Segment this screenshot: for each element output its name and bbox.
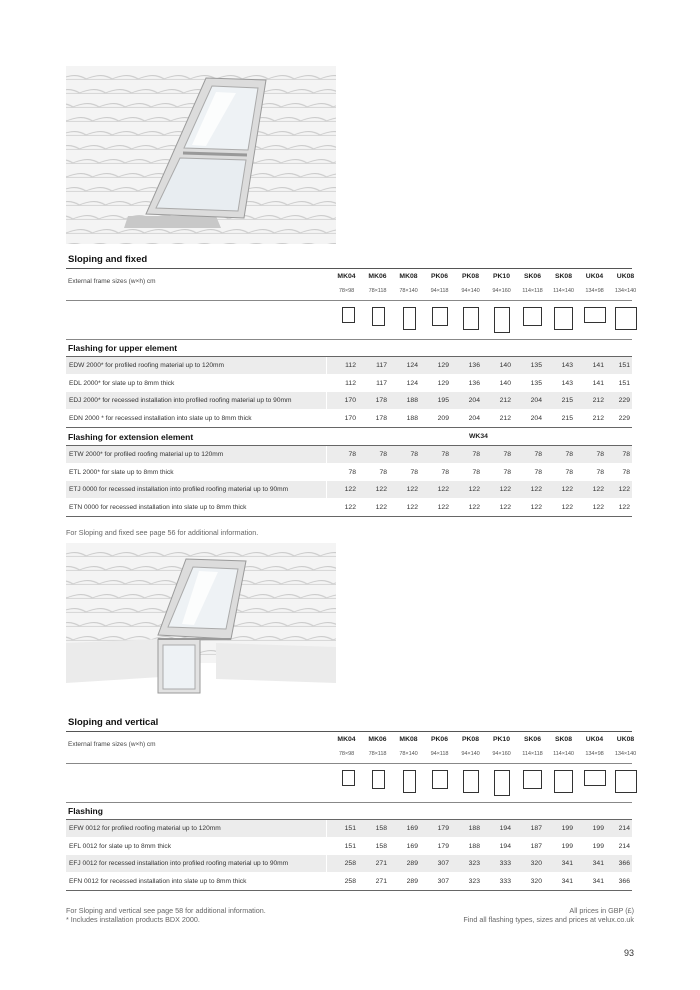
window-size-shape bbox=[494, 307, 510, 333]
window-size-shape bbox=[372, 770, 385, 789]
price-cell: 78 bbox=[348, 469, 356, 476]
page-number: 93 bbox=[623, 948, 634, 958]
section-title-sloping-fixed: Sloping and fixed bbox=[68, 254, 148, 265]
size-header-1 bbox=[66, 268, 637, 301]
size-dim: 78×118 bbox=[368, 751, 387, 757]
window-size-shape bbox=[463, 307, 479, 330]
price-cell: 78 bbox=[472, 451, 480, 458]
price-cell: 78 bbox=[622, 469, 630, 476]
price-cell: 122 bbox=[468, 486, 480, 493]
row-description: EDJ 2000* for recessed installation into profiled roofing material up to 90mm bbox=[69, 397, 292, 404]
price-cell: 289 bbox=[406, 878, 418, 885]
divider bbox=[66, 890, 632, 891]
price-cell: 323 bbox=[468, 878, 480, 885]
price-cell: 178 bbox=[375, 415, 387, 422]
window-size-shape bbox=[554, 770, 573, 793]
row-description: EDN 2000 * for recessed installation into slate up to 8mm thick bbox=[69, 415, 252, 422]
price-cell: 170 bbox=[344, 397, 356, 404]
table-row bbox=[66, 499, 632, 516]
sloping-fixed-illustration bbox=[66, 66, 336, 244]
price-cell: 271 bbox=[375, 860, 387, 867]
size-dim: 134×98 bbox=[585, 288, 604, 294]
price-cell: 258 bbox=[344, 878, 356, 885]
price-cell: 117 bbox=[376, 362, 387, 369]
price-cell: 122 bbox=[618, 504, 630, 511]
divider bbox=[66, 427, 632, 428]
size-code: SK08 bbox=[554, 736, 572, 743]
price-cell: 78 bbox=[379, 469, 387, 476]
size-dim: 94×160 bbox=[492, 288, 511, 294]
window-size-shape bbox=[403, 770, 416, 793]
window-size-shape bbox=[554, 307, 573, 330]
table-row bbox=[66, 464, 632, 481]
price-cell: 135 bbox=[530, 380, 542, 387]
size-code: PK06 bbox=[430, 736, 448, 743]
price-cell: 204 bbox=[530, 397, 542, 404]
price-cell: 136 bbox=[468, 362, 480, 369]
price-cell: 188 bbox=[468, 843, 480, 850]
window-size-shape bbox=[523, 307, 542, 326]
price-cell: 141 bbox=[592, 362, 604, 369]
row-description: ETL 2000* for slate up to 8mm thick bbox=[69, 469, 174, 476]
window-size-shape bbox=[615, 307, 637, 330]
price-cell: 307 bbox=[437, 860, 449, 867]
price-cell: 78 bbox=[503, 451, 511, 458]
price-cell: 129 bbox=[437, 362, 449, 369]
price-cell: 135 bbox=[530, 362, 542, 369]
price-cell: 258 bbox=[344, 860, 356, 867]
window-size-shape bbox=[372, 307, 385, 326]
sloping-fixed-note: For Sloping and fixed see page 56 for additional information. bbox=[66, 528, 259, 537]
price-cell: 320 bbox=[530, 860, 542, 867]
size-shapes-2 bbox=[66, 763, 632, 803]
price-cell: 151 bbox=[618, 380, 630, 387]
size-code: PK10 bbox=[492, 736, 510, 743]
price-cell: 187 bbox=[530, 825, 542, 832]
price-cell: 169 bbox=[406, 843, 418, 850]
price-cell: 122 bbox=[592, 486, 604, 493]
size-code: PK06 bbox=[430, 273, 448, 280]
window-size-shape bbox=[432, 770, 448, 789]
price-cell: 122 bbox=[375, 486, 387, 493]
price-cell: 122 bbox=[618, 486, 630, 493]
price-cell: 78 bbox=[410, 451, 418, 458]
size-dim: 94×140 bbox=[461, 288, 480, 294]
price-cell: 78 bbox=[503, 469, 511, 476]
price-cell: 289 bbox=[406, 860, 418, 867]
price-cell: 151 bbox=[618, 362, 630, 369]
price-cell: 78 bbox=[565, 451, 573, 458]
row-description: EFN 0012 for recessed installation into slate up to 8mm thick bbox=[69, 878, 247, 885]
window-size-shape bbox=[463, 770, 479, 793]
price-cell: 179 bbox=[437, 825, 449, 832]
price-cell: 122 bbox=[437, 486, 449, 493]
price-cell: 143 bbox=[561, 362, 573, 369]
group-title-flashing: Flashing bbox=[68, 806, 103, 816]
price-cell: 194 bbox=[499, 825, 511, 832]
price-cell: 169 bbox=[406, 825, 418, 832]
price-cell: 212 bbox=[592, 397, 604, 404]
size-shapes-1 bbox=[66, 300, 632, 340]
price-cell: 271 bbox=[375, 878, 387, 885]
sloping-vertical-note: For Sloping and vertical see page 58 for additional information. bbox=[66, 906, 266, 915]
window-size-shape bbox=[584, 307, 606, 323]
table-row bbox=[66, 838, 632, 855]
row-description: EDL 2000* for slate up to 8mm thick bbox=[69, 380, 175, 387]
external-frame-label: External frame sizes (w×h) cm bbox=[68, 278, 156, 285]
table-row bbox=[66, 392, 632, 409]
price-cell: 204 bbox=[468, 415, 480, 422]
price-cell: 129 bbox=[437, 380, 449, 387]
price-cell: 214 bbox=[618, 843, 630, 850]
row-description: ETN 0000 for recessed installation into slate up to 8mm thick bbox=[69, 504, 247, 511]
price-cell: 215 bbox=[561, 415, 573, 422]
footer-note-left bbox=[66, 906, 266, 924]
price-cell: 341 bbox=[561, 860, 573, 867]
size-code: UK04 bbox=[585, 736, 604, 743]
group-title-upper-flashing: Flashing for upper element bbox=[68, 343, 178, 353]
price-cell: 204 bbox=[530, 415, 542, 422]
price-cell: 124 bbox=[406, 362, 418, 369]
external-frame-label: External frame sizes (w×h) cm bbox=[68, 741, 156, 748]
price-cell: 199 bbox=[592, 843, 604, 850]
price-cell: 122 bbox=[561, 504, 573, 511]
price-cell: 212 bbox=[499, 415, 511, 422]
price-cell: 136 bbox=[468, 380, 480, 387]
price-cell: 199 bbox=[592, 825, 604, 832]
extension-size-code: WK34 bbox=[469, 433, 488, 440]
table-row bbox=[66, 357, 632, 374]
size-code: SK08 bbox=[554, 273, 572, 280]
table-row bbox=[66, 375, 632, 392]
size-dim: 94×140 bbox=[461, 751, 480, 757]
price-cell: 117 bbox=[376, 380, 387, 387]
size-code: PK08 bbox=[461, 273, 479, 280]
installation-products-note: * Includes installation products BDX 2000. bbox=[66, 915, 200, 924]
price-cell: 78 bbox=[534, 451, 542, 458]
price-cell: 212 bbox=[499, 397, 511, 404]
price-cell: 333 bbox=[499, 860, 511, 867]
price-cell: 366 bbox=[618, 860, 630, 867]
price-cell: 187 bbox=[530, 843, 542, 850]
divider bbox=[66, 516, 632, 517]
price-cell: 78 bbox=[379, 451, 387, 458]
window-size-shape bbox=[584, 770, 606, 786]
size-code: PK10 bbox=[492, 273, 510, 280]
price-cell: 143 bbox=[561, 380, 573, 387]
price-cell: 122 bbox=[468, 504, 480, 511]
size-code: PK08 bbox=[461, 736, 479, 743]
size-dim: 114×118 bbox=[522, 288, 543, 294]
window-size-shape bbox=[494, 770, 510, 796]
price-cell: 122 bbox=[530, 486, 542, 493]
price-cell: 341 bbox=[592, 878, 604, 885]
size-code: SK06 bbox=[523, 736, 541, 743]
size-code: MK08 bbox=[399, 736, 418, 743]
price-cell: 122 bbox=[437, 504, 449, 511]
price-cell: 229 bbox=[618, 415, 630, 422]
price-cell: 140 bbox=[499, 362, 511, 369]
price-cell: 122 bbox=[499, 486, 511, 493]
price-cell: 158 bbox=[375, 825, 387, 832]
price-cell: 122 bbox=[344, 504, 356, 511]
price-cell: 366 bbox=[618, 878, 630, 885]
price-cell: 122 bbox=[592, 504, 604, 511]
price-cell: 204 bbox=[468, 397, 480, 404]
size-code: UK08 bbox=[616, 736, 635, 743]
price-cell: 341 bbox=[561, 878, 573, 885]
price-cell: 122 bbox=[530, 504, 542, 511]
price-cell: 151 bbox=[344, 843, 356, 850]
price-cell: 215 bbox=[561, 397, 573, 404]
size-code: MK04 bbox=[337, 736, 356, 743]
website-note: Find all flashing types, sizes and prices at velux.co.uk bbox=[463, 915, 634, 924]
price-cell: 188 bbox=[406, 397, 418, 404]
size-dim: 134×140 bbox=[614, 751, 637, 757]
price-cell: 78 bbox=[565, 469, 573, 476]
currency-note: All prices in GBP (£) bbox=[569, 906, 634, 915]
row-description: EFW 0012 for profiled roofing material up to 120mm bbox=[69, 825, 221, 832]
window-size-shape bbox=[523, 770, 542, 789]
window-size-shape bbox=[342, 770, 355, 786]
price-cell: 78 bbox=[441, 451, 449, 458]
price-cell: 78 bbox=[622, 451, 630, 458]
footer-note-right bbox=[463, 906, 634, 924]
row-description: EFJ 0012 for recessed installation into profiled roofing material up to 90mm bbox=[69, 860, 289, 867]
price-cell: 122 bbox=[561, 486, 573, 493]
price-cell: 122 bbox=[499, 504, 511, 511]
price-cell: 199 bbox=[561, 843, 573, 850]
size-dim: 134×140 bbox=[614, 288, 637, 294]
price-cell: 170 bbox=[344, 415, 356, 422]
price-cell: 78 bbox=[596, 451, 604, 458]
size-dim: 78×98 bbox=[338, 751, 355, 757]
price-cell: 195 bbox=[437, 397, 449, 404]
price-cell: 188 bbox=[406, 415, 418, 422]
price-cell: 78 bbox=[534, 469, 542, 476]
price-cell: 112 bbox=[345, 380, 356, 387]
size-dim: 94×118 bbox=[430, 288, 449, 294]
sloping-vertical-illustration bbox=[66, 543, 336, 701]
price-cell: 124 bbox=[406, 380, 418, 387]
size-dim: 114×140 bbox=[553, 288, 574, 294]
price-cell: 323 bbox=[468, 860, 480, 867]
section-title-sloping-vertical: Sloping and vertical bbox=[68, 717, 159, 728]
size-code: UK04 bbox=[585, 273, 604, 280]
price-cell: 78 bbox=[410, 469, 418, 476]
table-row bbox=[66, 481, 632, 498]
price-cell: 78 bbox=[441, 469, 449, 476]
price-cell: 141 bbox=[592, 380, 604, 387]
size-dim: 94×160 bbox=[492, 751, 511, 757]
group-title-extension-flashing: Flashing for extension element bbox=[68, 432, 194, 442]
size-dim: 94×118 bbox=[430, 751, 449, 757]
price-cell: 333 bbox=[499, 878, 511, 885]
price-cell: 151 bbox=[344, 825, 356, 832]
table-row bbox=[66, 873, 632, 890]
price-cell: 78 bbox=[348, 451, 356, 458]
price-cell: 122 bbox=[406, 486, 418, 493]
price-cell: 179 bbox=[437, 843, 449, 850]
window-size-shape bbox=[342, 307, 355, 323]
price-cell: 112 bbox=[345, 362, 356, 369]
price-cell: 214 bbox=[618, 825, 630, 832]
price-cell: 78 bbox=[472, 469, 480, 476]
size-dim: 78×140 bbox=[399, 288, 418, 294]
window-size-shape bbox=[432, 307, 448, 326]
price-cell: 140 bbox=[499, 380, 511, 387]
price-cell: 122 bbox=[344, 486, 356, 493]
table-row bbox=[66, 820, 632, 837]
price-cell: 307 bbox=[437, 878, 449, 885]
window-size-shape bbox=[615, 770, 637, 793]
window-size-shape bbox=[403, 307, 416, 330]
size-dim: 78×98 bbox=[338, 288, 355, 294]
row-description: EFL 0012 for slate up to 8mm thick bbox=[69, 843, 172, 850]
price-cell: 199 bbox=[561, 825, 573, 832]
row-description: ETJ 0000 for recessed installation into profiled roofing material up to 90mm bbox=[69, 486, 289, 493]
price-cell: 158 bbox=[375, 843, 387, 850]
price-cell: 122 bbox=[406, 504, 418, 511]
size-code: SK06 bbox=[523, 273, 541, 280]
size-code: MK06 bbox=[368, 736, 387, 743]
price-cell: 178 bbox=[375, 397, 387, 404]
price-cell: 78 bbox=[596, 469, 604, 476]
size-code: MK08 bbox=[399, 273, 418, 280]
size-code: MK06 bbox=[368, 273, 387, 280]
table-row bbox=[66, 446, 632, 463]
size-dim: 78×140 bbox=[399, 751, 418, 757]
price-cell: 341 bbox=[592, 860, 604, 867]
price-cell: 209 bbox=[437, 415, 449, 422]
size-dim: 134×98 bbox=[585, 751, 604, 757]
table-row bbox=[66, 410, 632, 427]
row-description: ETW 2000* for profiled roofing material up to 120mm bbox=[69, 451, 224, 458]
price-cell: 122 bbox=[375, 504, 387, 511]
size-dim: 114×140 bbox=[553, 751, 574, 757]
size-code: MK04 bbox=[337, 273, 356, 280]
price-cell: 188 bbox=[468, 825, 480, 832]
size-dim: 78×118 bbox=[368, 288, 387, 294]
price-cell: 212 bbox=[592, 415, 604, 422]
price-cell: 194 bbox=[499, 843, 511, 850]
size-code: UK08 bbox=[616, 273, 635, 280]
price-cell: 229 bbox=[618, 397, 630, 404]
size-dim: 114×118 bbox=[522, 751, 543, 757]
row-description: EDW 2000* for profiled roofing material up to 120mm bbox=[69, 362, 225, 369]
size-header-2 bbox=[66, 731, 637, 764]
price-cell: 320 bbox=[530, 878, 542, 885]
table-row bbox=[66, 855, 632, 872]
